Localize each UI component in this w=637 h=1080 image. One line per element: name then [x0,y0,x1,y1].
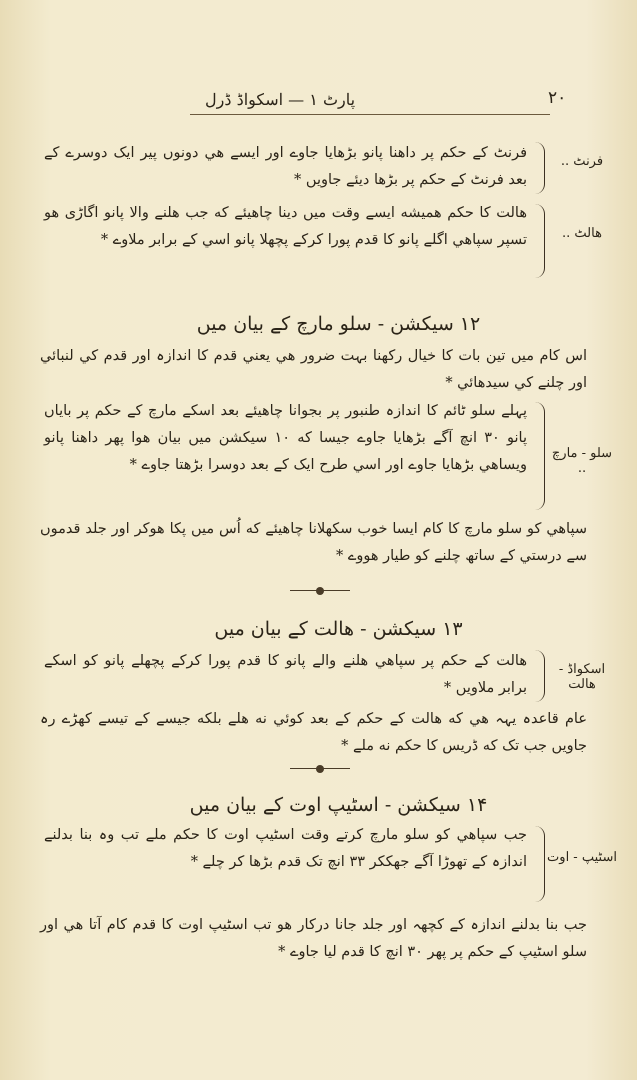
page-number: ۲۰ [548,88,567,108]
entry-front [44,140,617,198]
brace [534,826,545,902]
section-closing: جب بنا بدلنے اندازہ کے کچھہ اور جلد جانا درکار ھو تب اسٹیپ اوت کا قدم کام آتا ھي اور سلو اسٹیپ کے حکم پر پھر ۳۰ انچ کا قدم لیا جاوے * [40,917,587,960]
page-header [0,88,637,118]
brace [534,204,545,278]
entry-term: سلو - مارچ .. [551,446,613,476]
entry-term: اسکواڈ - ھالت [558,662,606,692]
section-closing: سپاھي کو سلو مارچ کا کام ایسا خوب سکھلانا چاھیئے که اُس میں پکا ھوکر اور جلد قدموں سے درستي کے ساتھ چلنے کو طیار ھووے * [40,521,587,564]
entry-halt [44,200,617,282]
entry-definition: ھالت کا حکم ھمیشه ایسے وقت میں دینا چاھیئے که جب ھلنے والا پانو اگاڑی ھو تسپر سپاھي اگلے پانو کا قدم پورا کرکے پچھلا پانو اسي کے برابر ملاوے * [44,205,527,248]
ornament-divider [290,764,350,774]
section-heading: ۱۳ سیکشن - ھالت کے بیان میں [214,618,463,640]
entry-slow-march [44,398,617,513]
section-intro: اس کام میں تین بات کا خیال رکھنا بہت ضرور ھي یعني قدم کا اندازہ اور قدم کي لنبائي اور چلنے کي سیدھائي * [40,348,587,391]
entry-definition: پہلے سلو ٹائم کا اندازہ طنبور پر بجوانا چاھیئے بعد اسکے مارچ کے حکم پر بایاں پانو ۳۰ انچ آگے بڑھایا جاوے جیسا که ۱۰ سیکشن میں بیان ھوا پھر داھنا پانو ویساھي بڑھایا جاوے اور اسي طرح ایک کے بعد دوسرا بڑھتا جاوے * [44,403,528,473]
entry-term: فرنٹ .. [560,154,604,169]
entry-squad-halt [44,648,617,704]
ornament-divider [290,586,350,596]
entry-term: اسٹیپ - اوت [547,850,617,865]
entry-term: ھالٹ .. [562,226,602,241]
section-heading: ۱۴ سیکشن - اسٹیپ اوت کے بیان میں [189,794,488,816]
entry-definition: ھالت کے حکم پر سپاھي ھلنے والے پانو کا قدم پورا کرکے پچھلے پانو کو اسکے برابر ملاویں * [44,653,527,696]
brace [534,650,545,702]
running-head: پارٹ ۱ — اسکواڈ ڈرل [205,90,356,109]
entry-definition: جب سپاھي کو سلو مارچ کرتے وقت اسٹیپ اوت کا حکم ملے تب وہ بنا بدلنے اندازہ کے تھوڑا آگے جھککر ۳۳ انچ تک قدم بڑھا کر چلے * [44,827,527,870]
header-rule [190,114,550,115]
brace [534,402,545,510]
brace [534,142,545,194]
entry-step-out [44,822,617,906]
section-closing: عام قاعدہ یہہ ھي که ھالت کے حکم کے بعد کوئي نه ھلے بلکه جیسے کے تیسے کھڑے رہ جاویں جب تک که ڈریس کا حکم نه ملے * [40,711,587,754]
entry-definition: فرنٹ کے حکم پر داھنا پانو بڑھایا جاوے اور ایسے ھي دونوں پیر ایک دوسرے کے بعد فرنٹ کے حکم پر بڑھا دیئے جاویں * [44,145,527,188]
section-heading: ۱۲ سیکشن - سلو مارچ کے بیان میں [196,313,481,335]
